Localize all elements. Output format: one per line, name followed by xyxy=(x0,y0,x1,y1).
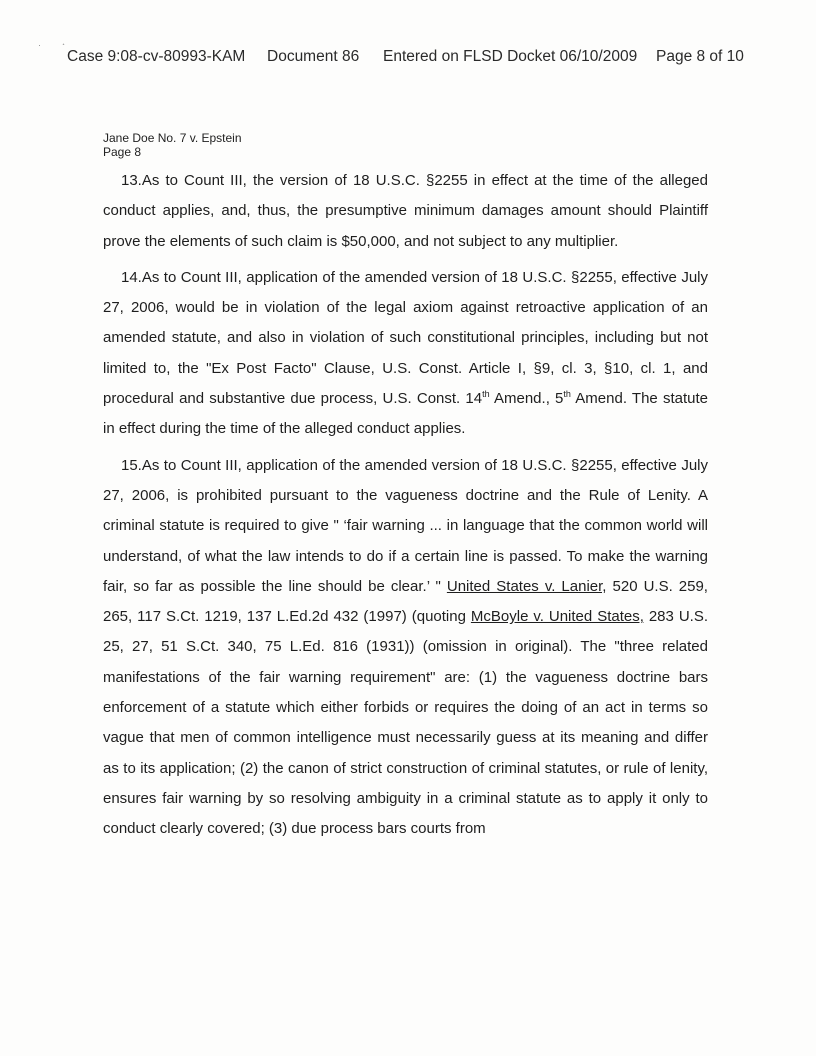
caption-page-label: Page 8 xyxy=(103,145,142,159)
paragraph-14-text-3: Amend. The statute in effect during the time of the alleged conduct applies. xyxy=(103,390,708,438)
case-caption xyxy=(103,131,242,159)
document-body xyxy=(103,166,708,851)
ordinal-suffix: th xyxy=(482,389,490,400)
case-citation-lanier: United States v. Lanier, xyxy=(446,577,607,595)
paragraph-13-text: 13.As to Count III, the version of 18 U.S.C. §2255 in effect at the time of the alleged conduct applies, and, thus, the presumptive minimum damages amount should Plaintiff prove the elements of such claim is $50,000, and not subject to any multiplier. xyxy=(103,172,708,250)
paragraph-14 xyxy=(103,263,708,445)
ordinal-suffix: th xyxy=(563,389,571,400)
paragraph-15 xyxy=(103,451,708,845)
paragraph-13 xyxy=(103,166,708,257)
document-number: Document 86 xyxy=(267,48,360,65)
scan-artifact: · xyxy=(38,40,41,50)
scan-artifact: ˔ xyxy=(62,38,65,48)
paragraph-15-text-3: 283 U.S. 25, 27, 51 S.Ct. 340, 75 L.Ed. 816 (1931)) (omission in original). The "three related manifestations of the fair warning requirement" are: (1) the vagueness doctrine bars enforcement of a statute which either forbids or requires the doing of an act in terms so vague that men of common intelligence must necessarily guess at its meaning and differ as to its application; (2) the canon of strict construction of criminal statutes, or rule of lenity, ensures fair warning by so resolving ambiguity in a criminal statute as to apply it only to conduct clearly covered; (3) due process bars courts from xyxy=(103,608,708,838)
paragraph-14-text-2: Amend., 5 xyxy=(489,390,564,408)
paragraph-14-text-1: 14.As to Count III, application of the amended version of 18 U.S.C. §2255, effective July 27, 2006, would be in violation of the legal axiom against retroactive application of an amended statute, and also in violation of such constitutional principles, including but not limited to, the "Ex Post Facto" Clause, U.S. Const. Article I, §9, cl. 3, §10, cl. 1, and procedural and substantive due process, U.S. Const. 14 xyxy=(103,268,708,408)
paragraph-15-text-1: 15.As to Count III, application of the amended version of 18 U.S.C. §2255, effective July 27, 2006, is prohibited pursuant to the vagueness doctrine and the Rule of Lenity. A criminal statute is required to give " ‘fair warning ... in language that the common world will understand, of what the law intends to do if a certain line is passed. To make the warning fair, so far as possible the line should be clear.’ " xyxy=(103,456,708,595)
caption-title: Jane Doe No. 7 v. Epstein xyxy=(103,131,242,145)
page-count: Page 8 of 10 xyxy=(656,48,744,65)
docket-entry-date: Entered on FLSD Docket 06/10/2009 xyxy=(383,48,638,65)
case-number: Case 9:08-cv-80993-KAM xyxy=(67,48,246,65)
paragraph-15-text-2: 520 U.S. 259, 265, 117 S.Ct. 1219, 137 L.Ed.2d 432 (1997) (quoting xyxy=(103,577,708,626)
case-citation-mcboyle: McBoyle v. United States, xyxy=(470,608,644,626)
